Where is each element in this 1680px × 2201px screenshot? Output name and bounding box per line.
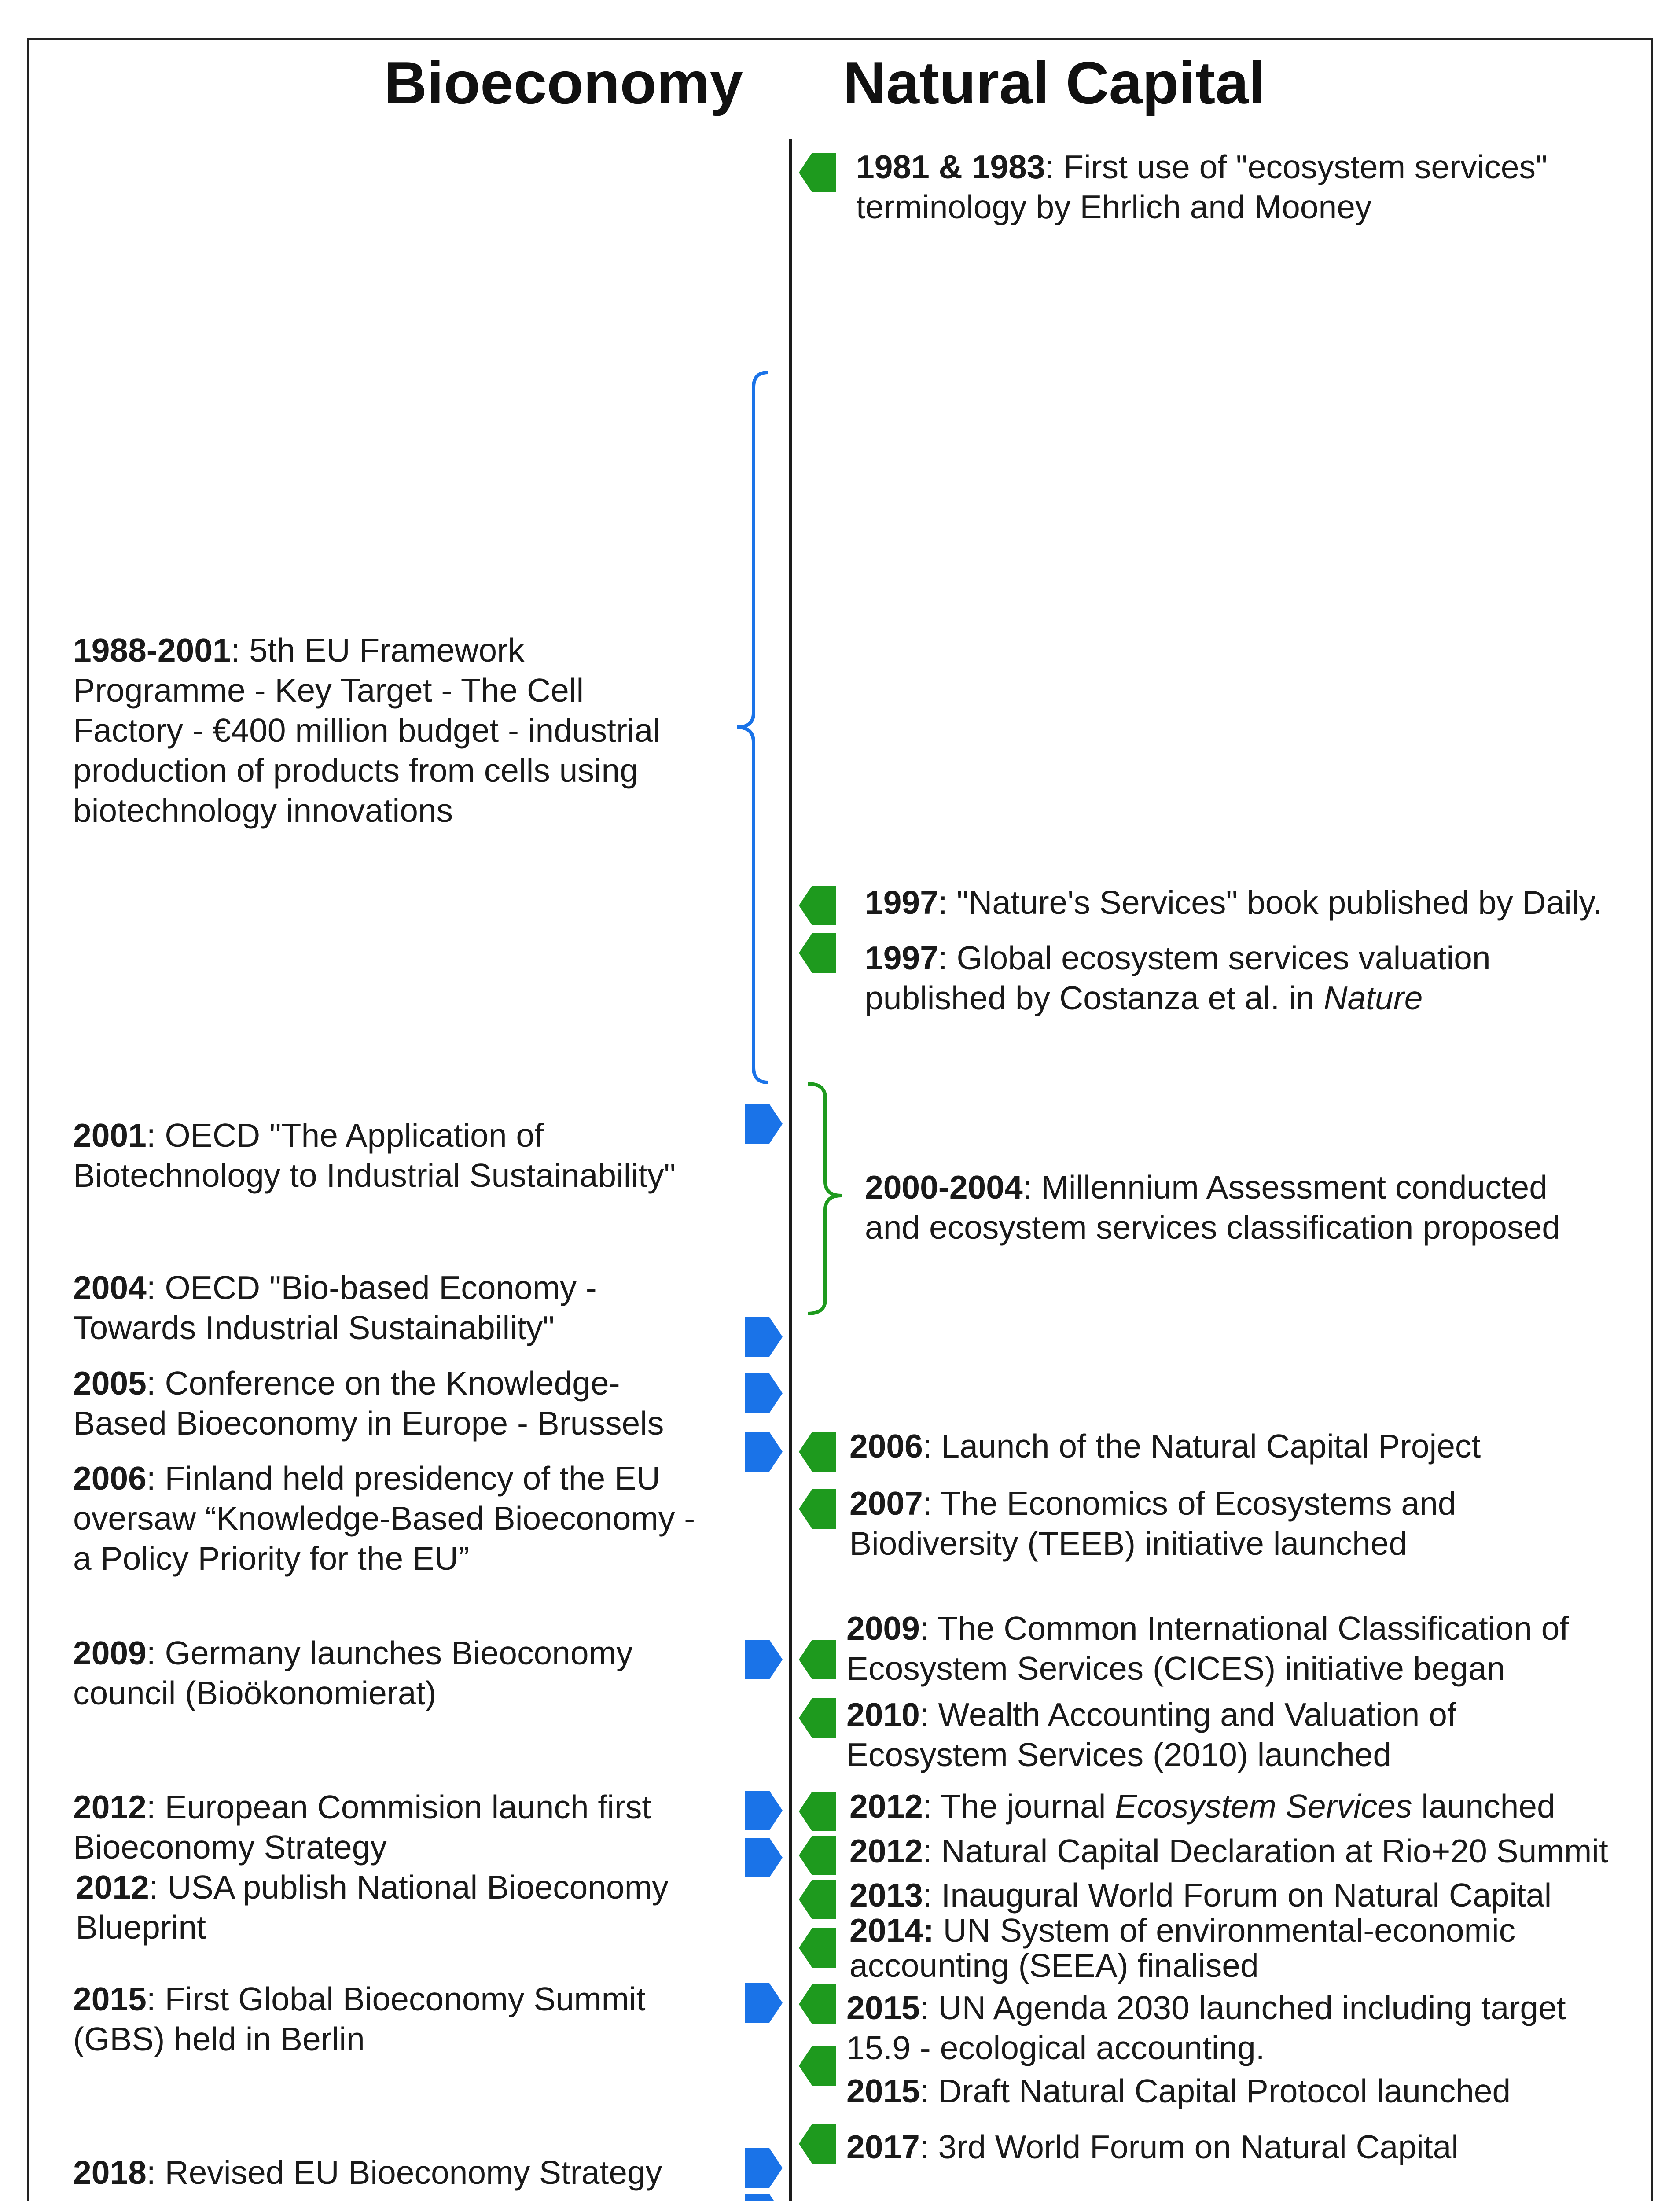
natural-capital-marker-14	[799, 2124, 836, 2164]
natural-capital-marker-4	[799, 1432, 836, 1472]
bio-event-2009: 2009: Germany launches Bieoconomy council (Bioökonomierat)	[73, 1634, 633, 1711]
bio-event-2004: 2004: OECD "Bio-based Economy - Towards Industrial Sustainability"	[73, 1269, 597, 1346]
natural-capital-marker-2	[799, 886, 836, 925]
bio-event-2012-usa: 2012: USA publish National Bioeconomy Blueprint	[76, 1869, 669, 1946]
bio-event-2018-eu: 2018: Revised EU Bioeconomy Strategy	[73, 2154, 662, 2191]
nc-event-2017: 2017: 3rd World Forum on Natural Capital	[846, 2128, 1459, 2165]
bioeconomy-marker-10	[745, 2194, 783, 2201]
nc-event-2015-agenda: 2015: UN Agenda 2030 launched including target 15.9 - ecological accounting.	[846, 1989, 1566, 2066]
heading-bioeconomy: Bioeconomy	[384, 49, 743, 116]
nc-event-2000-2004: 2000-2004: Millennium Assessment conducted and ecosystem services classification proposed	[865, 1169, 1560, 1246]
heading-natural-capital: Natural Capital	[843, 49, 1265, 116]
nc-event-2010: 2010: Wealth Accounting and Valuation of Ecosystem Services (2010) launched	[846, 1696, 1456, 1773]
nc-event-2012-rio: 2012: Natural Capital Declaration at Rio+20 Summit	[849, 1833, 1608, 1870]
nc-event-2012-journal: 2012: The journal Ecosystem Services launched	[849, 1788, 1555, 1825]
bioeconomy-marker-6	[745, 1791, 783, 1830]
natural-capital-marker-5	[799, 1489, 836, 1529]
natural-capital-marker-6	[799, 1640, 836, 1679]
bio-event-2001: 2001: OECD "The Application of Biotechnology to Industrial Sustainability"	[73, 1117, 676, 1194]
bio-event-2015: 2015: First Global Bioeconomy Summit (GBS) held in Berlin	[73, 1980, 646, 2057]
bioeconomy-marker-5	[745, 1640, 783, 1679]
bio-event-2006: 2006: Finland held presidency of the EU oversaw “Knowledge-Based Bioeconomy - a Policy Priority for the EU”	[73, 1460, 695, 1577]
nc-event-2009: 2009: The Common International Classification of Ecosystem Services (CICES) initiative began	[846, 1610, 1569, 1687]
natural-capital-marker-12	[799, 1984, 836, 2024]
natural-capital-marker-8	[799, 1792, 836, 1831]
bioeconomy-marker-7	[745, 1838, 783, 1877]
bio-event-2012-eu: 2012: European Commision launch first Bioeconomy Strategy	[73, 1789, 651, 1866]
nc-event-2013: 2013: Inaugural World Forum on Natural Capital	[849, 1877, 1552, 1914]
bioeconomy-marker-3	[745, 1373, 783, 1413]
natural-capital-marker-10	[799, 1880, 836, 1919]
nc-event-2015-protocol: 2015: Draft Natural Capital Protocol launched	[846, 2072, 1511, 2109]
nc-event-1981-1983: 1981 & 1983: First use of "ecosystem services" terminology by Ehrlich and Mooney	[856, 148, 1548, 225]
nc-event-2006: 2006: Launch of the Natural Capital Project	[849, 1428, 1481, 1465]
natural-capital-marker-13	[799, 2046, 836, 2086]
bioeconomy-marker-1	[745, 1104, 783, 1144]
natural-capital-marker-1	[799, 153, 836, 192]
natural-capital-marker-11	[799, 1928, 836, 1968]
bioeconomy-marker-9	[745, 2148, 783, 2188]
nc-event-2014: 2014: UN System of environmental-economic accounting (SEEA) finalised	[849, 1912, 1516, 1984]
timeline-axis	[789, 139, 792, 2201]
natural-capital-brace	[805, 1082, 845, 1315]
bioeconomy-marker-8	[745, 1983, 783, 2023]
natural-capital-marker-3	[799, 933, 836, 973]
bioeconomy-marker-2	[745, 1317, 783, 1357]
natural-capital-marker-7	[799, 1698, 836, 1738]
natural-capital-marker-9	[799, 1836, 836, 1875]
nc-event-1997-costanza: 1997: Global ecosystem services valuation published by Costanza et al. in Nature	[865, 939, 1491, 1016]
nc-event-1997-daily: 1997: "Nature's Services" book published by Daily.	[865, 884, 1603, 921]
bio-event-2005: 2005: Conference on the Knowledge- Based Bioeconomy in Europe - Brussels	[73, 1365, 664, 1442]
nc-event-2007: 2007: The Economics of Ecosystems and Biodiversity (TEEB) initiative launched	[849, 1485, 1456, 1562]
bioeconomy-brace	[731, 370, 770, 1085]
bio-event-1988-2001: 1988-2001: 5th EU Framework Programme - Key Target - The Cell Factory - €400 million budget - industrial production of products from cells using biotechnology innovations	[73, 632, 660, 829]
bioeconomy-marker-4	[745, 1432, 783, 1472]
